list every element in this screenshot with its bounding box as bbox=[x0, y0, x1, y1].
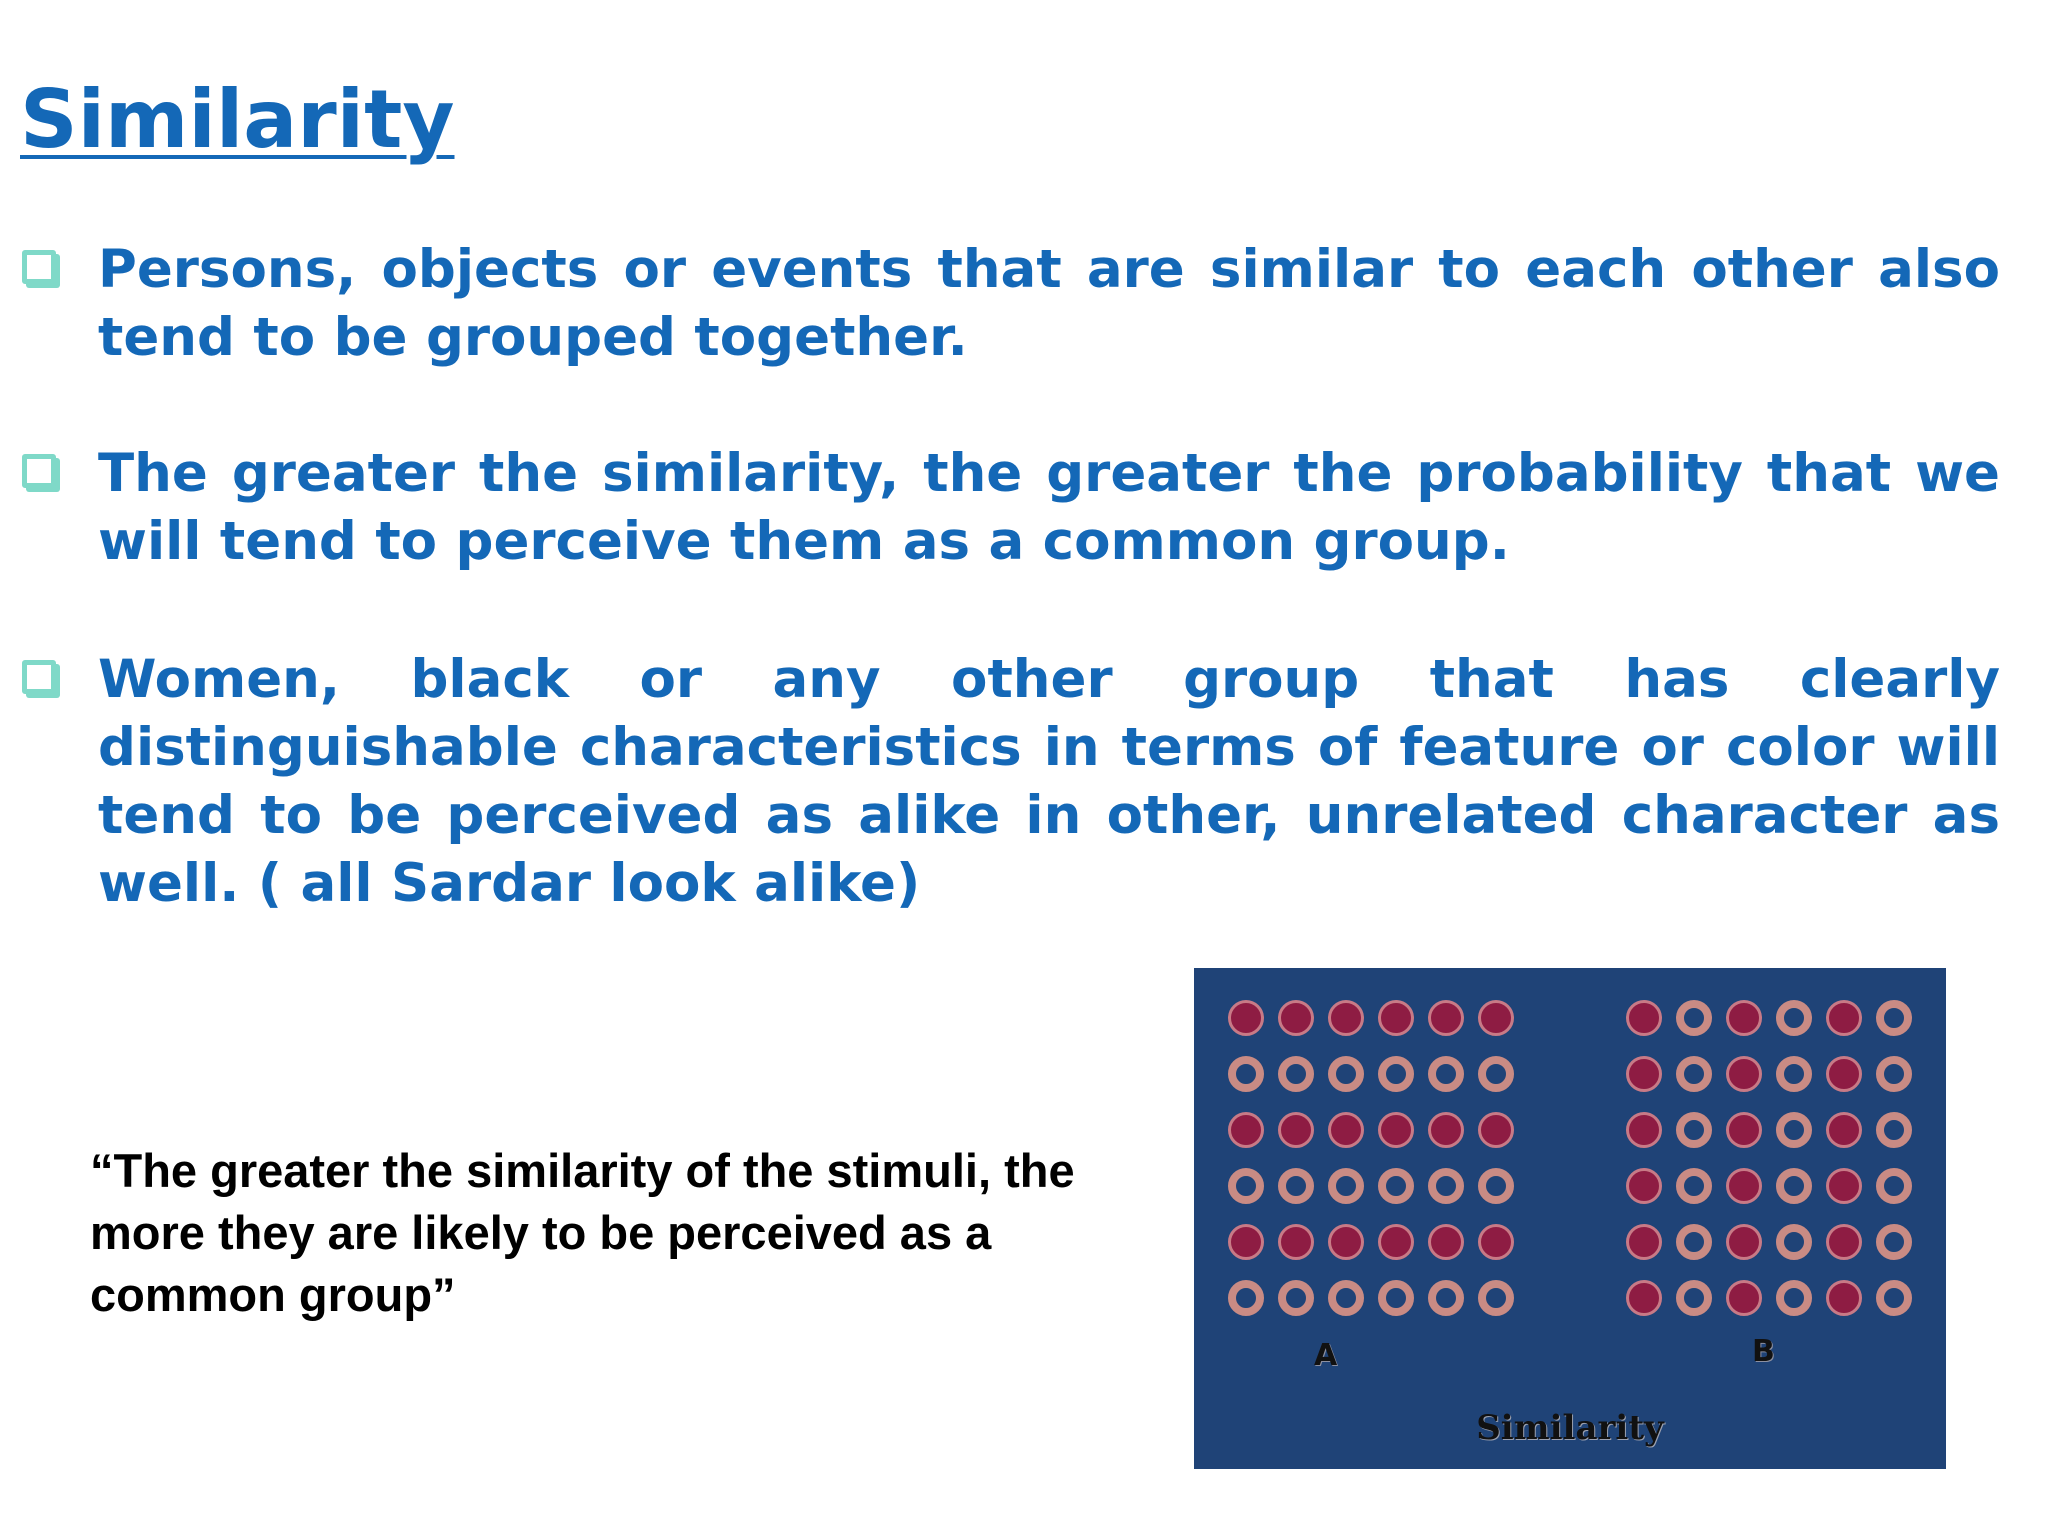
filled-circle bbox=[1626, 1056, 1662, 1092]
filled-circle bbox=[1228, 1112, 1264, 1148]
filled-circle bbox=[1228, 1224, 1264, 1260]
filled-circle bbox=[1726, 1280, 1762, 1316]
open-circle bbox=[1228, 1168, 1264, 1204]
filled-circle bbox=[1826, 1168, 1862, 1204]
checkbox-bullet-icon bbox=[22, 660, 56, 694]
bullet-text: Women, black or any other group that has clearly distinguishable characteristics in terms of feature or color will tend to be perceived as alike in other, unrelated character as well. ( all Sardar look alike) bbox=[98, 649, 2000, 914]
filled-circle bbox=[1826, 1112, 1862, 1148]
filled-circle bbox=[1378, 1000, 1414, 1036]
similarity-figure bbox=[1194, 968, 1946, 1469]
grid-a-label: A bbox=[1314, 1338, 1338, 1373]
open-circle bbox=[1228, 1280, 1264, 1316]
filled-circle bbox=[1328, 1112, 1364, 1148]
dot-grid-b bbox=[1626, 1000, 1912, 1316]
slide-title: Similarity bbox=[20, 73, 455, 166]
filled-circle bbox=[1428, 1224, 1464, 1260]
open-circle bbox=[1676, 1056, 1712, 1092]
open-circle bbox=[1876, 1224, 1912, 1260]
open-circle bbox=[1378, 1056, 1414, 1092]
bullet-item bbox=[22, 646, 2000, 918]
open-circle bbox=[1776, 1224, 1812, 1260]
open-circle bbox=[1378, 1280, 1414, 1316]
open-circle bbox=[1378, 1168, 1414, 1204]
filled-circle bbox=[1228, 1000, 1264, 1036]
open-circle bbox=[1478, 1280, 1514, 1316]
open-circle bbox=[1776, 1000, 1812, 1036]
filled-circle bbox=[1278, 1224, 1314, 1260]
open-circle bbox=[1228, 1056, 1264, 1092]
filled-circle bbox=[1626, 1280, 1662, 1316]
bullet-text: The greater the similarity, the greater the probability that we will tend to perceive them as a common group. bbox=[98, 443, 2000, 572]
open-circle bbox=[1876, 1280, 1912, 1316]
open-circle bbox=[1478, 1168, 1514, 1204]
open-circle bbox=[1328, 1056, 1364, 1092]
filled-circle bbox=[1726, 1000, 1762, 1036]
open-circle bbox=[1676, 1112, 1712, 1148]
open-circle bbox=[1876, 1112, 1912, 1148]
open-circle bbox=[1676, 1000, 1712, 1036]
dot-grid-a bbox=[1228, 1000, 1514, 1316]
filled-circle bbox=[1626, 1224, 1662, 1260]
open-circle bbox=[1478, 1056, 1514, 1092]
open-circle bbox=[1676, 1168, 1712, 1204]
figure-caption: Similarity bbox=[1476, 1408, 1664, 1448]
filled-circle bbox=[1328, 1224, 1364, 1260]
checkbox-bullet-icon bbox=[22, 454, 56, 488]
filled-circle bbox=[1478, 1112, 1514, 1148]
filled-circle bbox=[1826, 1224, 1862, 1260]
filled-circle bbox=[1826, 1056, 1862, 1092]
open-circle bbox=[1278, 1056, 1314, 1092]
filled-circle bbox=[1278, 1000, 1314, 1036]
open-circle bbox=[1776, 1280, 1812, 1316]
filled-circle bbox=[1378, 1224, 1414, 1260]
filled-circle bbox=[1278, 1112, 1314, 1148]
quote-text: “The greater the similarity of the stimuli, the more they are likely to be perceived as a common group” bbox=[90, 1144, 1075, 1321]
open-circle bbox=[1776, 1056, 1812, 1092]
filled-circle bbox=[1626, 1168, 1662, 1204]
open-circle bbox=[1876, 1056, 1912, 1092]
bullet-item bbox=[22, 440, 2000, 576]
filled-circle bbox=[1626, 1112, 1662, 1148]
filled-circle bbox=[1726, 1112, 1762, 1148]
filled-circle bbox=[1726, 1168, 1762, 1204]
filled-circle bbox=[1328, 1000, 1364, 1036]
open-circle bbox=[1676, 1224, 1712, 1260]
open-circle bbox=[1428, 1168, 1464, 1204]
checkbox-bullet-icon bbox=[22, 250, 56, 284]
filled-circle bbox=[1826, 1280, 1862, 1316]
open-circle bbox=[1776, 1112, 1812, 1148]
bullet-text: Persons, objects or events that are similar to each other also tend to be grouped together. bbox=[98, 239, 2000, 368]
filled-circle bbox=[1626, 1000, 1662, 1036]
bullet-item bbox=[22, 236, 2000, 372]
open-circle bbox=[1428, 1056, 1464, 1092]
open-circle bbox=[1278, 1280, 1314, 1316]
grid-b-label: B bbox=[1752, 1334, 1775, 1369]
open-circle bbox=[1876, 1168, 1912, 1204]
open-circle bbox=[1278, 1168, 1314, 1204]
open-circle bbox=[1776, 1168, 1812, 1204]
filled-circle bbox=[1726, 1224, 1762, 1260]
filled-circle bbox=[1478, 1224, 1514, 1260]
filled-circle bbox=[1726, 1056, 1762, 1092]
filled-circle bbox=[1428, 1112, 1464, 1148]
open-circle bbox=[1676, 1280, 1712, 1316]
filled-circle bbox=[1378, 1112, 1414, 1148]
filled-circle bbox=[1428, 1000, 1464, 1036]
open-circle bbox=[1328, 1168, 1364, 1204]
open-circle bbox=[1876, 1000, 1912, 1036]
filled-circle bbox=[1826, 1000, 1862, 1036]
open-circle bbox=[1428, 1280, 1464, 1316]
filled-circle bbox=[1478, 1000, 1514, 1036]
open-circle bbox=[1328, 1280, 1364, 1316]
